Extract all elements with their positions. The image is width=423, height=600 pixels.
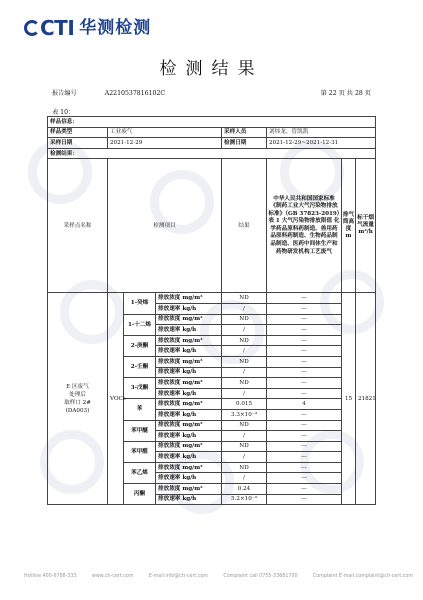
standard-limit-cell: --- — [267, 335, 342, 346]
pollutant-name: 苯甲醛 — [124, 441, 156, 462]
standard-limit-cell: --- — [267, 325, 342, 336]
result-cell: ND — [222, 293, 267, 304]
standard-limit-cell: --- — [267, 462, 342, 473]
table-row — [48, 293, 376, 304]
result-cell: 0.015 — [222, 399, 267, 410]
parameter-cell: 排放浓度 mg/m³ — [156, 378, 222, 389]
pollutant-name: 1-十二烯 — [124, 314, 156, 335]
sampling-date-label: 采样日期 — [48, 138, 108, 149]
result-cell: / — [222, 367, 267, 378]
sample-info-label: 样品信息： — [48, 117, 376, 128]
parameter-cell: 排放浓度 mg/m³ — [156, 314, 222, 325]
footer-complaint-call: Complaint call 0755-33681700 — [223, 574, 298, 579]
page-title: 检测结果 — [159, 59, 264, 79]
sampling-point-line: (DA003) — [65, 407, 90, 414]
sampling-date-value: 2021-12-29 — [108, 138, 222, 149]
parameter-cell: 排放浓度 mg/m³ — [156, 462, 222, 473]
result-cell: / — [222, 325, 267, 336]
footer-hotline: Hotline 400-6788-333 — [24, 574, 77, 579]
sampling-point-line: 取样口 2# — [64, 399, 91, 406]
sample-type-label: 样品类型 — [48, 127, 108, 138]
standard-limit-cell: --- — [267, 303, 342, 314]
standard-limit-cell: 4 — [267, 399, 342, 410]
result-cell: 3.3×10⁻⁴ — [222, 409, 267, 420]
company-logo — [24, 17, 151, 39]
sampling-point-cell — [48, 293, 108, 505]
test-date-value: 2021-12-29~2021-12-31 — [267, 138, 376, 149]
col-header-point: 采样点名称 — [48, 159, 108, 293]
parameter-cell: 排放速率 kg/h — [156, 431, 222, 442]
pollutant-name: 2-庚酮 — [124, 335, 156, 356]
result-cell: / — [222, 303, 267, 314]
result-cell: ND — [222, 378, 267, 389]
standard-limit-cell: --- — [267, 484, 342, 495]
parameter-cell: 排放速率 kg/h — [156, 494, 222, 505]
result-cell: / — [222, 473, 267, 484]
sampling-point-line: 处理后 — [69, 391, 86, 398]
standard-limit-cell: --- — [267, 409, 342, 420]
pollutant-name: 苯甲醚 — [124, 420, 156, 441]
col-header-item: 检测项目 — [108, 159, 222, 293]
pollutant-name: 苯 — [124, 399, 156, 420]
standard-limit-cell: --- — [267, 293, 342, 304]
parameter-cell: 排放浓度 mg/m³ — [156, 484, 222, 495]
sampler-label: 采样人员 — [222, 127, 267, 138]
flow-rate-cell: 21821 — [356, 293, 376, 505]
result-cell: ND — [222, 314, 267, 325]
result-cell: ND — [222, 462, 267, 473]
standard-limit-cell: --- — [267, 356, 342, 367]
logo-name: 华测检测 — [79, 18, 152, 38]
stack-height-cell: 15 — [342, 293, 356, 505]
parameter-cell: 排放浓度 mg/m³ — [156, 441, 222, 452]
parameter-cell: 排放浓度 mg/m³ — [156, 293, 222, 304]
standard-limit-cell: --- — [267, 441, 342, 452]
col-header-flow: 标干烟气流量 m³/h — [356, 159, 376, 293]
report-number: 报告编号 A2210537816102C — [52, 90, 166, 97]
col-header-standard: 中华人民共和国国家标准《制药工业大气污染物排放标准》（GB 37823-2019）表 1 大气污染物排放限值 化学药品原料药制造、兽用药品原料药制造、生物药品制品制造、医药中间体生产和药物研发机构工艺废气 — [267, 159, 342, 293]
standard-limit-cell: --- — [267, 452, 342, 463]
parameter-cell: 排放速率 kg/h — [156, 367, 222, 378]
sampler-value: 刘炜龙、管凯凯 — [267, 127, 376, 138]
standard-limit-cell: --- — [267, 378, 342, 389]
pollutant-name: 丙酮 — [124, 484, 156, 505]
parameter-cell: 排放速率 kg/h — [156, 473, 222, 484]
parameter-cell: 排放浓度 mg/m³ — [156, 399, 222, 410]
parameter-cell: 排放速率 kg/h — [156, 303, 222, 314]
standard-limit-cell: --- — [267, 494, 342, 505]
parameter-cell: 排放速率 kg/h — [156, 325, 222, 336]
pollutant-name: 3-戊酮 — [124, 378, 156, 399]
standard-limit-cell: --- — [267, 473, 342, 484]
results-table — [47, 116, 376, 505]
parameter-cell: 排放速率 kg/h — [156, 452, 222, 463]
table-label: 表 10： — [52, 109, 75, 116]
pollutant-name: 1-癸烯 — [124, 293, 156, 314]
result-cell: ND — [222, 356, 267, 367]
parameter-cell: 排放浓度 mg/m³ — [156, 356, 222, 367]
parameter-cell: 排放速率 kg/h — [156, 388, 222, 399]
result-cell: / — [222, 388, 267, 399]
standard-limit-cell: --- — [267, 388, 342, 399]
pollutant-name: 2-壬酮 — [124, 356, 156, 377]
col-header-result: 结果 — [222, 159, 267, 293]
result-cell: ND — [222, 441, 267, 452]
parameter-cell: 排放速率 kg/h — [156, 346, 222, 357]
sample-type-value: 工业废气 — [108, 127, 222, 138]
result-cell: / — [222, 452, 267, 463]
footer-web: www.cti-cert.com — [91, 574, 134, 579]
sampling-point-line: E 区废气 — [66, 383, 89, 390]
page-footer — [24, 574, 413, 579]
logo-mark: CTI — [24, 17, 74, 39]
parameter-cell: 排放浓度 mg/m³ — [156, 335, 222, 346]
standard-limit-cell: --- — [267, 420, 342, 431]
standard-limit-cell: --- — [267, 431, 342, 442]
result-cell: 5.2×10⁻³ — [222, 494, 267, 505]
col-header-height: 排气筒高度 m — [342, 159, 356, 293]
result-cell: / — [222, 431, 267, 442]
standard-limit-cell: --- — [267, 314, 342, 325]
result-cell: ND — [222, 335, 267, 346]
result-cell: / — [222, 346, 267, 357]
result-cell: ND — [222, 420, 267, 431]
voc-group-label: VOCs — [108, 293, 124, 505]
standard-limit-cell: --- — [267, 346, 342, 357]
test-date-label: 检测日期 — [222, 138, 267, 149]
results-label: 检测结果： — [48, 148, 376, 159]
parameter-cell: 排放浓度 mg/m³ — [156, 420, 222, 431]
parameter-cell: 排放速率 kg/h — [156, 409, 222, 420]
result-cell: 0.24 — [222, 484, 267, 495]
standard-limit-cell: --- — [267, 367, 342, 378]
footer-complaint-email: Complaint E-mail:complaint@cti-cert.com — [312, 574, 413, 579]
footer-email: E-mail:info@cti-cert.com — [148, 574, 209, 579]
page-indicator: 第 22 页 共 28 页 — [320, 90, 371, 97]
pollutant-name: 苯乙烯 — [124, 462, 156, 483]
